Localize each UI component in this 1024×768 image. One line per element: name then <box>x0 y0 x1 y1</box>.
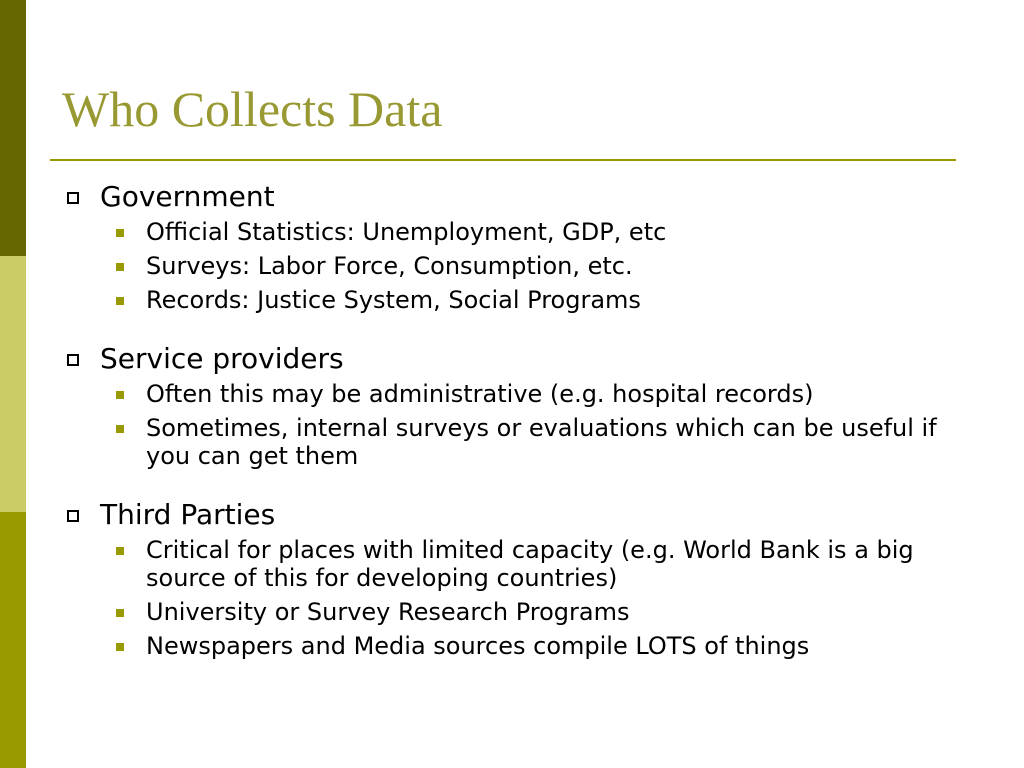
sub-bullet-text: Surveys: Labor Force, Consumption, etc. <box>146 252 633 280</box>
filled-square-bullet-icon <box>116 297 124 305</box>
sub-bullet-text: University or Survey Research Programs <box>146 598 630 626</box>
filled-square-bullet-icon <box>116 425 124 433</box>
filled-square-bullet-icon <box>116 609 124 617</box>
sub-bullet-item <box>62 632 982 660</box>
sub-bullet-item <box>62 380 982 408</box>
section-service-providers <box>62 340 982 470</box>
bullet-heading <box>62 496 982 534</box>
sub-bullet-item <box>62 536 982 592</box>
slide-title: Who Collects Data <box>62 81 443 137</box>
side-bar-middle <box>0 256 26 512</box>
sub-bullet-list <box>62 536 982 660</box>
sub-bullet-item <box>62 252 982 280</box>
sub-bullet-list <box>62 218 982 314</box>
bullet-heading-text: Government <box>100 180 275 213</box>
slide-content <box>62 178 982 660</box>
filled-square-bullet-icon <box>116 229 124 237</box>
section-third-parties <box>62 496 982 660</box>
bullet-heading <box>62 178 982 216</box>
title-underline <box>50 159 956 161</box>
sub-bullet-item <box>62 218 982 246</box>
sub-bullet-item <box>62 414 982 470</box>
side-bar-top <box>0 0 26 256</box>
sub-bullet-list <box>62 380 982 470</box>
sub-bullet-text: Critical for places with limited capacity (e.g. World Bank is a big source of this for developing countries) <box>146 536 914 592</box>
hollow-square-bullet-icon <box>67 354 79 366</box>
sub-bullet-text: Often this may be administrative (e.g. hospital records) <box>146 380 814 408</box>
hollow-square-bullet-icon <box>67 510 79 522</box>
bullet-heading <box>62 340 982 378</box>
bullet-heading-text: Service providers <box>100 342 344 375</box>
filled-square-bullet-icon <box>116 547 124 555</box>
sub-bullet-text: Sometimes, internal surveys or evaluations which can be useful if you can get them <box>146 414 937 470</box>
side-bar-bottom <box>0 512 26 768</box>
sub-bullet-text: Records: Justice System, Social Programs <box>146 286 641 314</box>
hollow-square-bullet-icon <box>67 192 79 204</box>
filled-square-bullet-icon <box>116 391 124 399</box>
filled-square-bullet-icon <box>116 643 124 651</box>
sub-bullet-text: Official Statistics: Unemployment, GDP, etc <box>146 218 667 246</box>
sub-bullet-text: Newspapers and Media sources compile LOTS of things <box>146 632 810 660</box>
section-government <box>62 178 982 314</box>
bullet-heading-text: Third Parties <box>100 498 276 531</box>
filled-square-bullet-icon <box>116 263 124 271</box>
sub-bullet-item <box>62 286 982 314</box>
sub-bullet-item <box>62 598 982 626</box>
